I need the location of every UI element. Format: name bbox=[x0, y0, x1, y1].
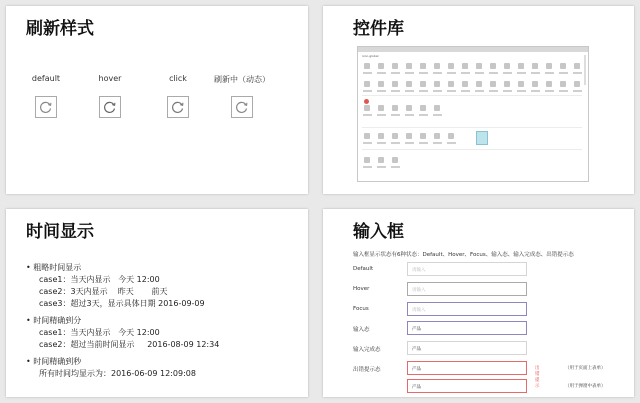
input-intro: 输入框显示状态有6种状态：Default、Hover、Focus、输入态、输入完成态、出错提示态 bbox=[353, 252, 574, 258]
library-control-caption bbox=[405, 142, 414, 144]
library-control-icon bbox=[378, 133, 384, 139]
library-control-icon bbox=[448, 63, 454, 69]
divider bbox=[362, 95, 582, 96]
input-value: 产品 bbox=[412, 347, 421, 352]
library-control-icon bbox=[490, 63, 496, 69]
library-control-caption bbox=[447, 90, 456, 92]
case-line: case1：当天内显示 今天 12:00 bbox=[39, 328, 160, 337]
library-control-icon bbox=[532, 63, 538, 69]
row-label: 输入态 bbox=[353, 327, 370, 333]
library-control-icon bbox=[504, 63, 510, 69]
library-control-icon bbox=[392, 133, 398, 139]
refresh-state-loading bbox=[212, 74, 272, 118]
library-control-caption bbox=[377, 142, 386, 144]
text-input-error-dialog[interactable] bbox=[407, 379, 527, 393]
library-control-icon bbox=[532, 81, 538, 87]
state-label: 刷新中（动态） bbox=[214, 75, 270, 84]
text-input-error[interactable] bbox=[407, 361, 527, 375]
slide-refresh-style bbox=[6, 6, 308, 194]
library-control-caption bbox=[363, 90, 372, 92]
library-control-caption bbox=[405, 114, 414, 116]
library-control-icon bbox=[434, 81, 440, 87]
library-control-caption bbox=[517, 72, 526, 74]
library-control-icon bbox=[476, 81, 482, 87]
library-control-caption bbox=[433, 142, 442, 144]
time-group bbox=[26, 262, 219, 310]
time-group bbox=[26, 315, 219, 351]
refresh-icon bbox=[168, 97, 188, 117]
library-control-caption bbox=[419, 90, 428, 92]
library-control-caption bbox=[363, 142, 372, 144]
library-control-caption bbox=[419, 114, 428, 116]
row-label: 出错提示态 bbox=[353, 367, 381, 373]
input-placeholder: 请输入 bbox=[412, 288, 426, 293]
library-control-icon bbox=[518, 81, 524, 87]
library-control-icon bbox=[364, 105, 370, 111]
library-control-caption bbox=[447, 72, 456, 74]
refresh-button-default[interactable] bbox=[35, 96, 57, 118]
library-control-icon bbox=[364, 63, 370, 69]
state-label: default bbox=[31, 74, 61, 83]
library-control-icon bbox=[392, 157, 398, 163]
thumbnail-scrollbar bbox=[584, 55, 586, 85]
library-control-caption bbox=[391, 166, 400, 168]
library-control-caption bbox=[559, 72, 568, 74]
slide-control-library bbox=[323, 6, 634, 194]
library-control-icon bbox=[546, 63, 552, 69]
group-heading: • 时间精确到秒 bbox=[26, 356, 219, 368]
library-control-icon bbox=[406, 105, 412, 111]
library-control-icon bbox=[378, 81, 384, 87]
library-control-caption bbox=[363, 114, 372, 116]
library-control-icon bbox=[364, 133, 370, 139]
divider bbox=[362, 149, 582, 150]
library-control-icon bbox=[392, 63, 398, 69]
text-input-hover[interactable] bbox=[407, 282, 527, 296]
state-label: hover bbox=[98, 74, 122, 83]
library-control-caption bbox=[391, 142, 400, 144]
slide-time-display bbox=[6, 209, 308, 397]
row-label: Default bbox=[353, 266, 374, 272]
text-input-focus[interactable] bbox=[407, 302, 527, 316]
refresh-button-hover[interactable] bbox=[99, 96, 121, 118]
library-control-icon bbox=[560, 81, 566, 87]
thumbnail-header: icon-global bbox=[362, 54, 379, 58]
library-control-icon bbox=[448, 133, 454, 139]
input-placeholder: 请输入 bbox=[412, 308, 426, 313]
input-value: 产品 bbox=[412, 327, 421, 332]
case-line: case2：超过当前时间显示 2016-08-09 12:34 bbox=[39, 340, 220, 349]
library-control-caption bbox=[461, 72, 470, 74]
refresh-icon bbox=[36, 97, 56, 117]
library-control-icon bbox=[364, 81, 370, 87]
library-control-caption bbox=[531, 90, 540, 92]
library-control-caption bbox=[363, 166, 372, 168]
red-dot-icon bbox=[364, 99, 369, 104]
library-control-caption bbox=[447, 142, 456, 144]
library-control-caption bbox=[391, 90, 400, 92]
library-control-caption bbox=[363, 72, 372, 74]
library-control-caption bbox=[559, 90, 568, 92]
library-control-caption bbox=[377, 90, 386, 92]
library-control-icon bbox=[462, 81, 468, 87]
text-input-complete[interactable] bbox=[407, 341, 527, 355]
row-label: Focus bbox=[353, 306, 369, 312]
control-library-thumbnail bbox=[357, 46, 589, 182]
library-control-caption bbox=[545, 72, 554, 74]
group-heading: • 时间精确到分 bbox=[26, 315, 219, 327]
library-control-icon bbox=[406, 133, 412, 139]
usage-note: （用于弹窗中表单） bbox=[565, 384, 606, 389]
row-label: Hover bbox=[353, 286, 370, 292]
selected-control-highlight bbox=[476, 131, 488, 145]
library-control-caption bbox=[419, 72, 428, 74]
library-control-caption bbox=[377, 72, 386, 74]
library-control-caption bbox=[405, 90, 414, 92]
time-rules bbox=[26, 262, 219, 385]
usage-note: （用于页面上表单） bbox=[565, 366, 606, 371]
group-heading: • 粗略时间显示 bbox=[26, 262, 219, 274]
refresh-icon bbox=[100, 97, 120, 117]
state-label: click bbox=[169, 74, 187, 83]
library-control-icon bbox=[392, 81, 398, 87]
library-control-icon bbox=[434, 63, 440, 69]
library-control-icon bbox=[574, 81, 580, 87]
library-control-caption bbox=[461, 90, 470, 92]
text-input-default[interactable] bbox=[407, 262, 527, 276]
case-line: 所有时间均显示为：2016-06-09 12:09:08 bbox=[39, 369, 196, 378]
slide-input-box bbox=[323, 209, 634, 397]
slide-title: 控件库 bbox=[353, 19, 404, 39]
refresh-state-default bbox=[16, 74, 76, 118]
library-control-icon bbox=[476, 63, 482, 69]
library-control-icon bbox=[420, 63, 426, 69]
library-control-icon bbox=[560, 63, 566, 69]
library-control-caption bbox=[433, 90, 442, 92]
library-control-icon bbox=[434, 105, 440, 111]
library-control-icon bbox=[420, 81, 426, 87]
library-control-icon bbox=[378, 157, 384, 163]
row-label: 输入完成态 bbox=[353, 347, 381, 353]
library-control-caption bbox=[545, 90, 554, 92]
library-control-caption bbox=[503, 72, 512, 74]
refresh-button-loading[interactable] bbox=[231, 96, 253, 118]
refresh-button-click[interactable] bbox=[167, 96, 189, 118]
library-control-icon bbox=[490, 81, 496, 87]
slide-title: 时间显示 bbox=[26, 222, 94, 242]
library-control-icon bbox=[434, 133, 440, 139]
time-group bbox=[26, 356, 219, 380]
library-control-caption bbox=[419, 142, 428, 144]
library-control-icon bbox=[420, 133, 426, 139]
library-control-icon bbox=[546, 81, 552, 87]
text-input-typing[interactable] bbox=[407, 321, 527, 335]
refresh-state-click bbox=[148, 74, 208, 118]
input-value: 产品 bbox=[412, 367, 421, 372]
library-control-caption bbox=[573, 72, 582, 74]
case-line: case1：当天内显示 今天 12:00 bbox=[39, 275, 160, 284]
library-control-caption bbox=[377, 166, 386, 168]
library-control-caption bbox=[531, 72, 540, 74]
library-control-icon bbox=[392, 105, 398, 111]
library-control-caption bbox=[489, 90, 498, 92]
library-control-caption bbox=[489, 72, 498, 74]
library-control-caption bbox=[391, 72, 400, 74]
library-control-caption bbox=[377, 114, 386, 116]
library-control-icon bbox=[462, 63, 468, 69]
library-control-icon bbox=[504, 81, 510, 87]
library-control-icon bbox=[574, 63, 580, 69]
library-control-icon bbox=[406, 63, 412, 69]
library-control-caption bbox=[573, 90, 582, 92]
library-control-caption bbox=[517, 90, 526, 92]
case-line: case3：超过3天，显示具体日期 2016-09-09 bbox=[39, 299, 205, 308]
library-control-caption bbox=[391, 114, 400, 116]
refresh-state-hover bbox=[80, 74, 140, 118]
library-control-icon bbox=[518, 63, 524, 69]
library-control-caption bbox=[433, 114, 442, 116]
slide-title: 输入框 bbox=[353, 222, 404, 242]
library-control-caption bbox=[503, 90, 512, 92]
slide-title: 刷新样式 bbox=[26, 19, 94, 39]
library-control-caption bbox=[433, 72, 442, 74]
library-control-caption bbox=[475, 72, 484, 74]
library-control-icon bbox=[378, 63, 384, 69]
window-titlebar bbox=[358, 47, 588, 52]
library-control-caption bbox=[405, 72, 414, 74]
library-control-caption bbox=[475, 90, 484, 92]
input-placeholder: 请输入 bbox=[412, 268, 426, 273]
refresh-icon bbox=[232, 97, 252, 117]
library-control-icon bbox=[448, 81, 454, 87]
library-control-icon bbox=[406, 81, 412, 87]
input-value: 产品 bbox=[412, 385, 421, 390]
library-control-icon bbox=[420, 105, 426, 111]
divider bbox=[362, 127, 582, 128]
error-message: 出错提示 bbox=[535, 366, 540, 389]
case-line: case2：3天内显示 昨天 前天 bbox=[39, 287, 168, 296]
library-control-icon bbox=[378, 105, 384, 111]
library-control-icon bbox=[364, 157, 370, 163]
